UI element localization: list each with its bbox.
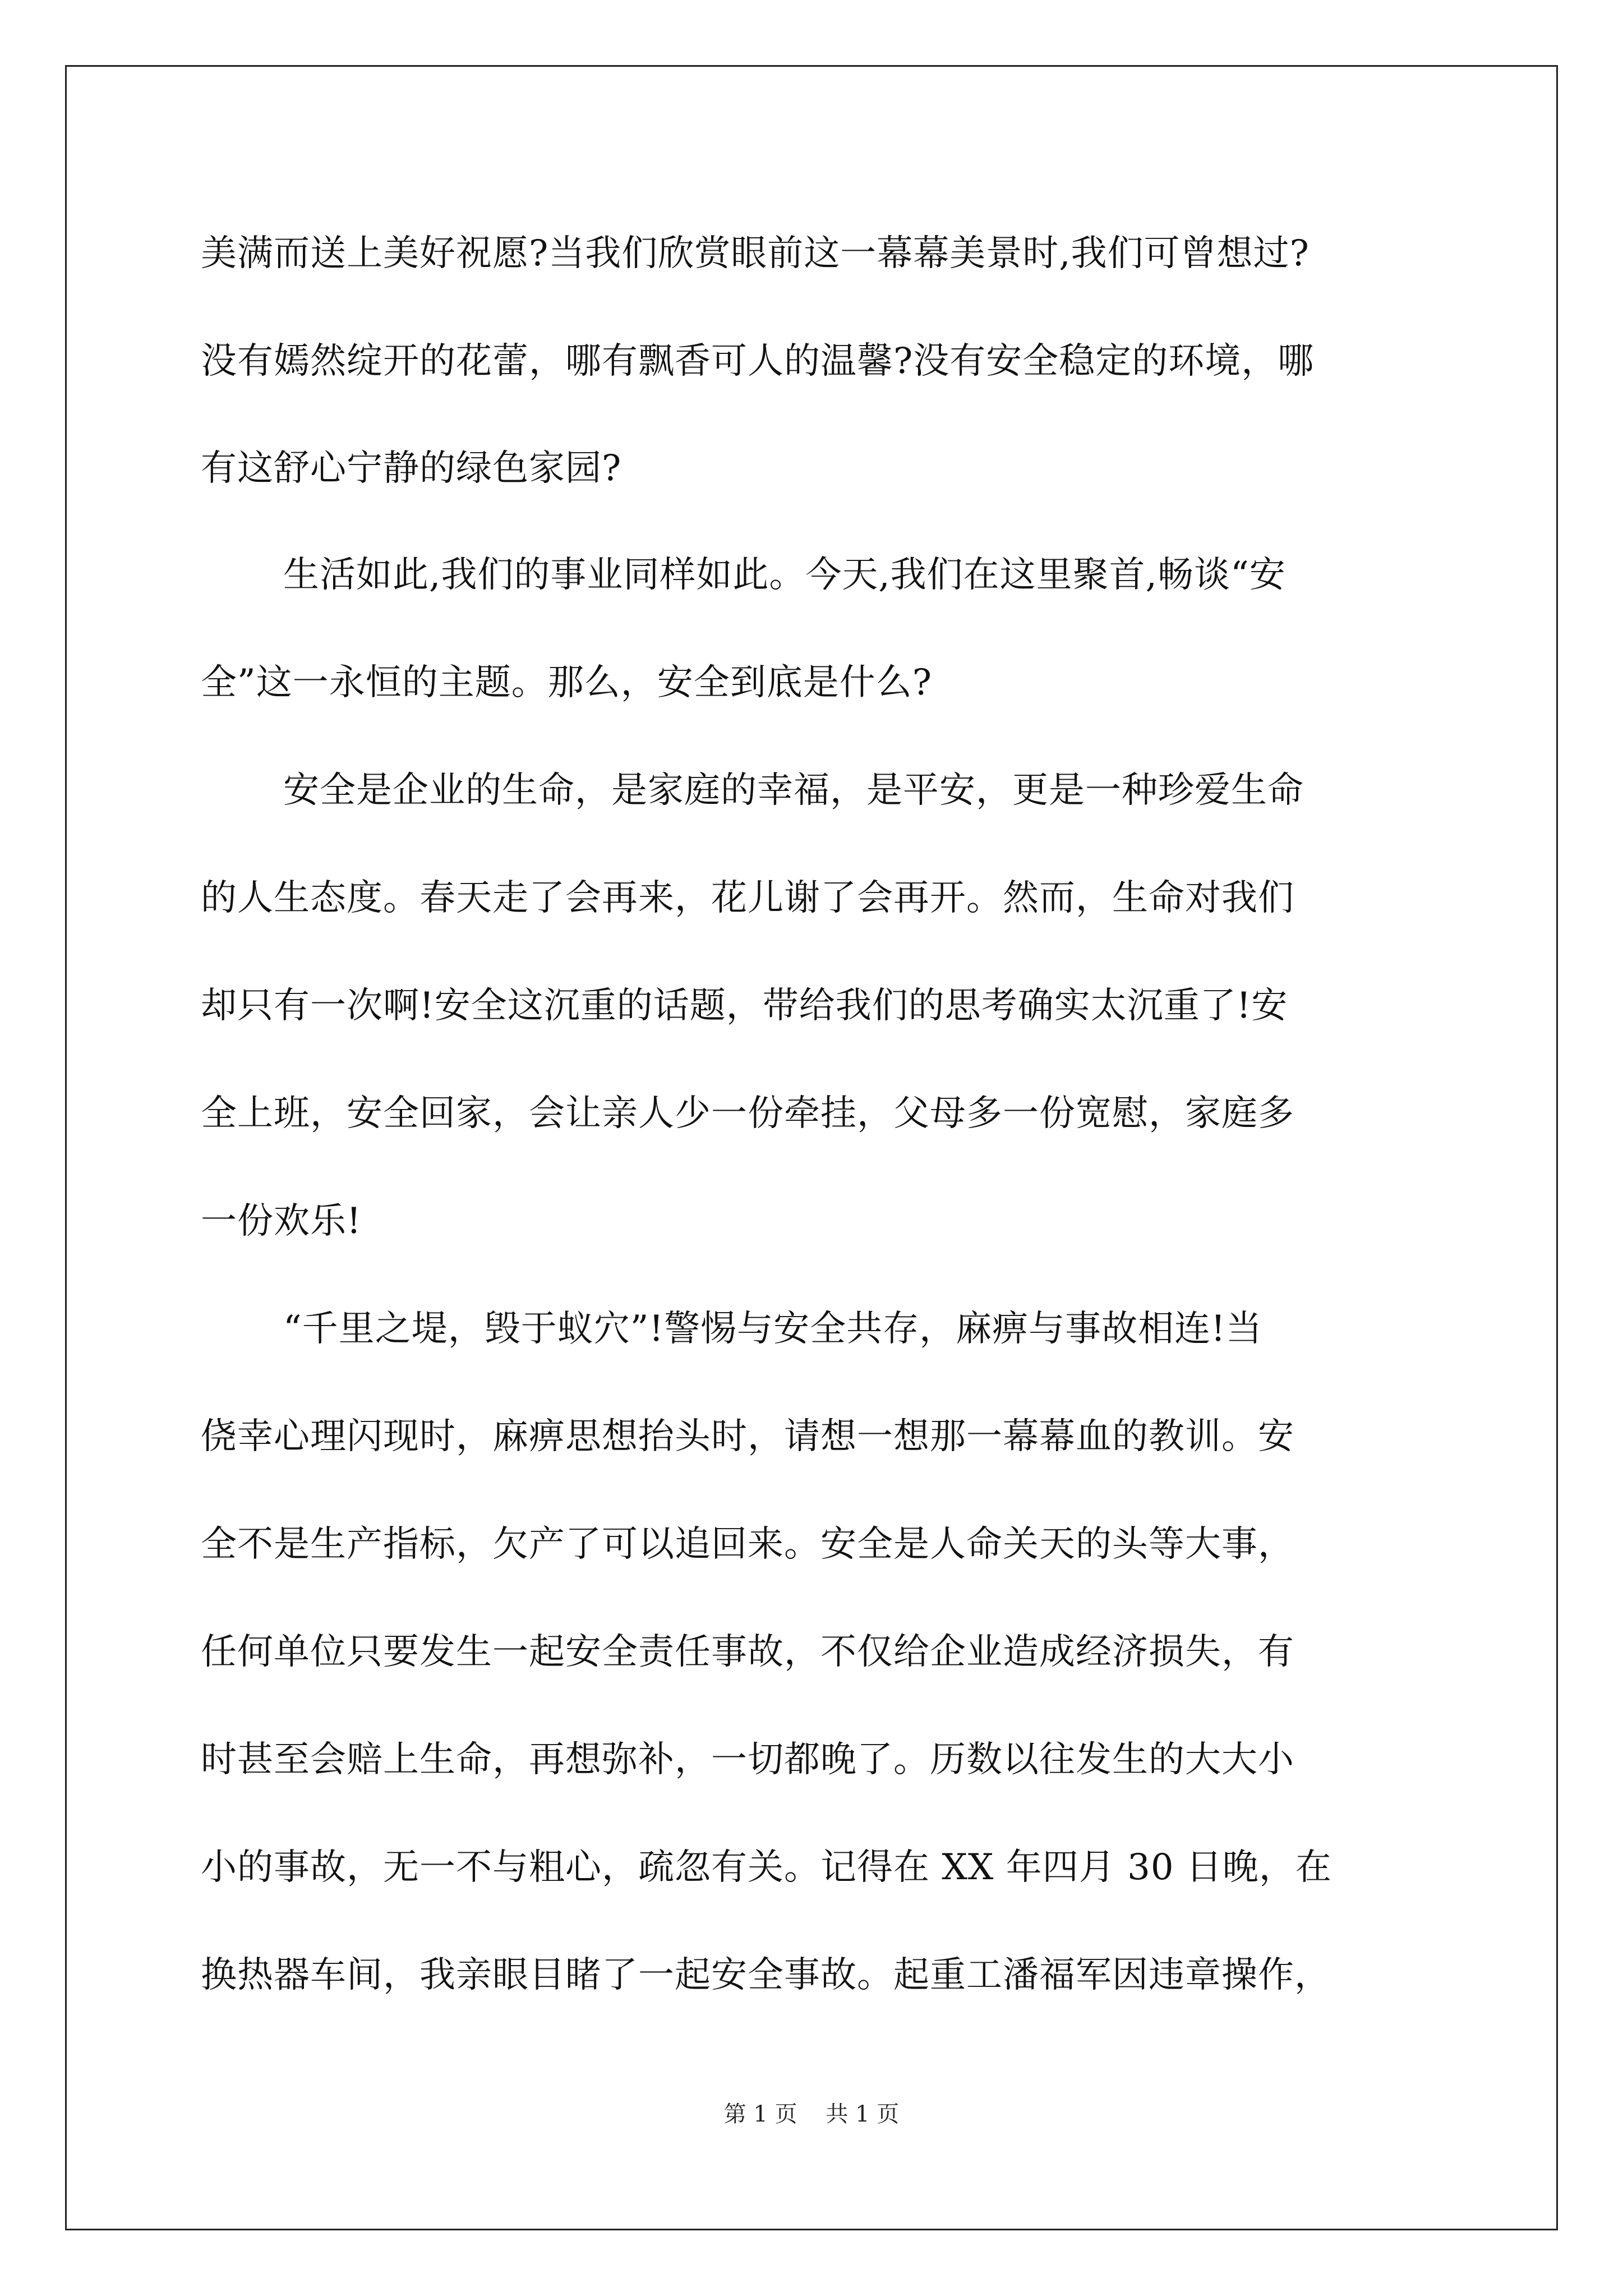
text-line: 侥幸心理闪现时，麻痹思想抬头时，请想一想那一幕幕血的教训。安 <box>201 1416 1294 1457</box>
page-footer: 第 1 页 共 1 页 <box>723 2101 900 2127</box>
text-line: 没有嫣然绽开的花蕾，哪有飘香可人的温馨?没有安全稳定的环境，哪 <box>201 341 1315 382</box>
text-line: 有这舒心宁静的绿色家园? <box>201 448 622 489</box>
text-line: 却只有一次啊!安全这沉重的话题，带给我们的思考确实太沉重了!安 <box>201 985 1288 1027</box>
text-line: 美满而送上美好祝愿?当我们欣赏眼前这一幕幕美景时,我们可曾想过? <box>201 233 1310 274</box>
text-line: 时甚至会赔上生命，再想弥补，一切都晚了。历数以往发生的大大小 <box>201 1739 1294 1780</box>
text-line: “千里之堤，毁于蚁穴”!警惕与安全共存，麻痹与事故相连!当 <box>283 1308 1262 1350</box>
text-line: 一份欢乐! <box>201 1200 362 1242</box>
text-line: 全上班，安全回家，会让亲人少一份牵挂，父母多一份宽慰，家庭多 <box>201 1093 1294 1134</box>
text-line: 全不是生产指标，欠产了可以追回来。安全是人命关天的头等大事， <box>201 1524 1294 1565</box>
text-line: 换热器车间，我亲眼目睹了一起安全事故。起重工潘福军因违章操作， <box>201 1954 1331 1996</box>
text-line: 任何单位只要发生一起安全责任事故，不仅给企业造成经济损失，有 <box>201 1631 1294 1673</box>
text-line: 安全是企业的生命，是家庭的幸福，是平安，更是一种珍爱生命 <box>283 770 1304 811</box>
page-border <box>65 65 1558 2230</box>
text-line: 全”这一永恒的主题。那么，安全到底是什么? <box>201 662 933 703</box>
text-line: 小的事故，无一不与粗心，疏忽有关。记得在 XX 年四月 30 日晚，在 <box>201 1847 1332 1888</box>
text-line: 生活如此,我们的事业同样如此。今天,我们在这里聚首,畅谈“安 <box>283 554 1286 596</box>
text-line: 的人生态度。春天走了会再来，花儿谢了会再开。然而，生命对我们 <box>201 877 1294 919</box>
